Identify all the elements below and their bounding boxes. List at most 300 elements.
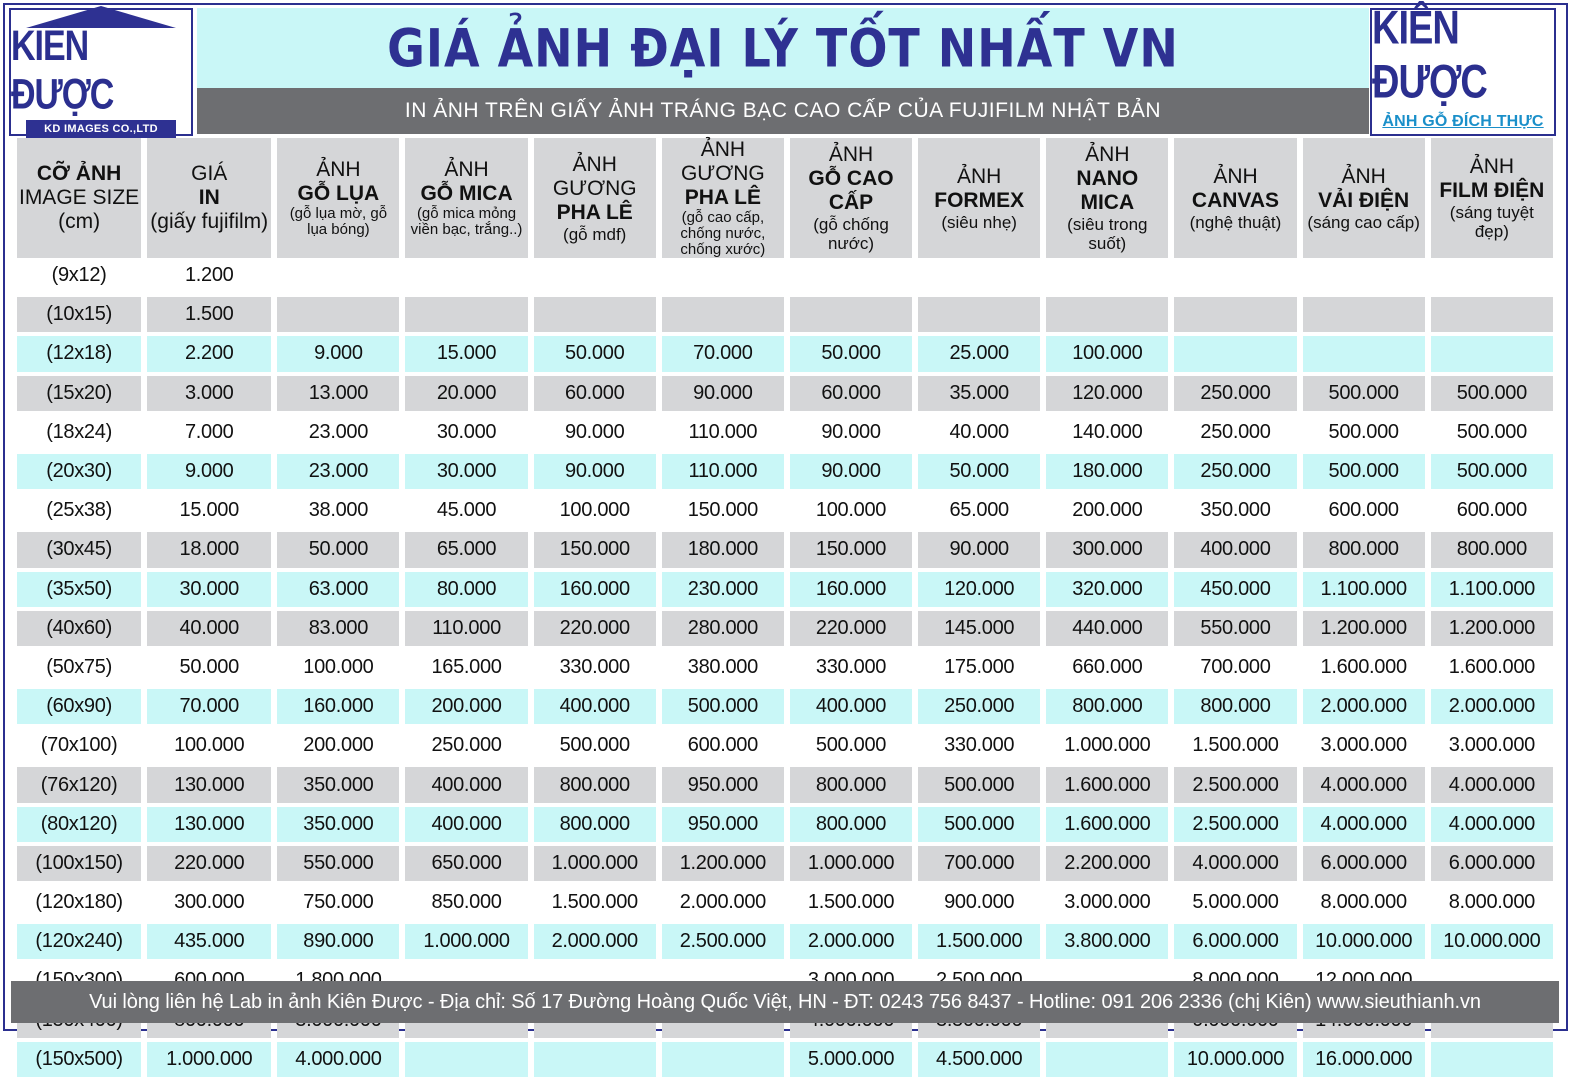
price-cell: 1.100.000 [1431, 572, 1553, 607]
logo-brand-name: KIÊN ĐƯỢC [1372, 2, 1487, 109]
header-line-1: ẢNH [828, 143, 874, 166]
price-cell [277, 258, 399, 293]
header-line-1: ẢNH [1213, 164, 1258, 188]
price-cell: 10.000.000 [1174, 1042, 1296, 1077]
price-cell: 435.000 [147, 924, 271, 959]
price-cell: 950.000 [662, 767, 784, 802]
price-cell: 180.000 [662, 532, 784, 567]
logo-brand-name: KIÊN ĐƯỢC [11, 22, 114, 119]
table-row [17, 924, 1553, 959]
table-row [17, 767, 1553, 802]
header-line-3: (gỗ cao cấp, chống nước, chống xước) [680, 209, 766, 258]
price-cell: 500.000 [1303, 454, 1425, 489]
price-cell: 90.000 [790, 454, 912, 489]
header-line-2: FORMEX [934, 188, 1025, 212]
header-line-1: ẢNH GƯƠNG [552, 152, 637, 200]
price-cell [405, 258, 527, 293]
price-cell: 200.000 [1046, 493, 1168, 528]
header-line-3: (gỗ mica mỏng viền bạc, trắng..) [410, 205, 523, 238]
price-cell: 550.000 [1174, 611, 1296, 646]
size-cell: (60x90) [17, 689, 141, 724]
price-cell: 400.000 [405, 767, 527, 802]
price-cell: 160.000 [790, 572, 912, 607]
price-cell: 1.000.000 [147, 1042, 271, 1077]
price-cell: 1.500.000 [1174, 728, 1296, 763]
price-cell [1046, 258, 1168, 293]
table-row [17, 728, 1553, 763]
column-header [918, 138, 1040, 258]
price-cell: 90.000 [662, 376, 784, 411]
brand-logo-left [9, 8, 193, 136]
price-cell [1046, 297, 1168, 332]
price-cell: 35.000 [918, 376, 1040, 411]
price-cell: 15.000 [147, 493, 271, 528]
table-row [17, 650, 1553, 685]
price-cell: 1.200.000 [662, 846, 784, 881]
price-cell [1303, 297, 1425, 332]
price-cell: 450.000 [1174, 572, 1296, 607]
price-cell: 160.000 [277, 689, 399, 724]
price-cell: 200.000 [405, 689, 527, 724]
header-line-1: ẢNH [957, 164, 1002, 188]
title-band [197, 8, 1369, 88]
page-title: GIÁ ẢNH ĐẠI LÝ TỐT NHẤT VN [387, 16, 1179, 80]
size-cell: (30x45) [17, 532, 141, 567]
page-subtitle: IN ẢNH TRÊN GIẤY ẢNH TRÁNG BẠC CAO CẤP CỦA FUJIFILM NHẬT BẢN [404, 99, 1162, 122]
price-cell: 320.000 [1046, 572, 1168, 607]
table-row [17, 415, 1553, 450]
price-cell: 4.000.000 [1303, 807, 1425, 842]
header-line-2: GỖ LỤA [297, 182, 380, 205]
price-cell: 165.000 [405, 650, 527, 685]
size-cell: (80x120) [17, 807, 141, 842]
price-cell: 1.000.000 [534, 846, 656, 881]
price-cell: 1.200.000 [1431, 611, 1553, 646]
price-cell: 40.000 [147, 611, 271, 646]
price-cell: 100.000 [790, 493, 912, 528]
price-cell: 100.000 [277, 650, 399, 685]
size-cell: (12x18) [17, 336, 141, 371]
price-cell: 600.000 [1303, 493, 1425, 528]
price-cell: 650.000 [405, 846, 527, 881]
price-cell: 500.000 [1431, 454, 1553, 489]
column-header [1431, 138, 1553, 258]
price-cell: 145.000 [918, 611, 1040, 646]
price-cell: 250.000 [1174, 454, 1296, 489]
price-cell: 1.000.000 [405, 924, 527, 959]
price-cell: 3.000.000 [1431, 728, 1553, 763]
size-cell: (50x75) [17, 650, 141, 685]
price-cell: 83.000 [277, 611, 399, 646]
price-cell [1431, 297, 1553, 332]
price-cell [1046, 1042, 1168, 1077]
price-cell: 150.000 [534, 532, 656, 567]
price-cell: 500.000 [1303, 376, 1425, 411]
header-line-3: (cm) [58, 210, 101, 233]
price-cell: 140.000 [1046, 415, 1168, 450]
price-cell: 2.000.000 [790, 924, 912, 959]
header-line-2: NANO MICA [1076, 167, 1139, 214]
price-cell: 1.200.000 [1303, 611, 1425, 646]
column-header [662, 138, 784, 258]
price-cell: 300.000 [147, 885, 271, 920]
price-cell: 440.000 [1046, 611, 1168, 646]
price-cell: 800.000 [1174, 689, 1296, 724]
header-line-2: PHA LÊ [684, 186, 761, 209]
price-cell: 3.000 [147, 376, 271, 411]
price-cell: 2.000.000 [1303, 689, 1425, 724]
price-cell [277, 297, 399, 332]
price-cell: 30.000 [405, 415, 527, 450]
price-cell: 500.000 [662, 689, 784, 724]
price-cell: 100.000 [1046, 336, 1168, 371]
price-cell: 80.000 [405, 572, 527, 607]
column-header [790, 138, 912, 258]
header-line-2: VẢI ĐIỆN [1318, 188, 1410, 212]
price-cell: 110.000 [662, 454, 784, 489]
table-row [17, 258, 1553, 293]
table-row [17, 454, 1553, 489]
header-line-2: GỖ CAO CẤP [808, 167, 894, 214]
price-cell: 3.800.000 [1046, 924, 1168, 959]
header-line-1: CỠ ẢNH [36, 162, 122, 185]
price-cell: 4.000.000 [1174, 846, 1296, 881]
price-cell: 1.600.000 [1303, 650, 1425, 685]
price-cell: 90.000 [534, 454, 656, 489]
price-cell: 6.000.000 [1303, 846, 1425, 881]
header-line-3: (gỗ mdf) [563, 224, 627, 244]
price-cell: 5.000.000 [790, 1042, 912, 1077]
size-cell: (76x120) [17, 767, 141, 802]
price-cell: 160.000 [534, 572, 656, 607]
price-cell: 1.600.000 [1046, 807, 1168, 842]
price-cell: 800.000 [790, 767, 912, 802]
price-cell: 100.000 [147, 728, 271, 763]
price-cell [662, 1042, 784, 1077]
price-cell: 500.000 [918, 767, 1040, 802]
price-cell: 63.000 [277, 572, 399, 607]
price-cell: 2.000.000 [1431, 689, 1553, 724]
price-cell [1303, 336, 1425, 371]
price-cell [1431, 1042, 1553, 1077]
size-cell: (25x38) [17, 493, 141, 528]
price-cell: 700.000 [918, 846, 1040, 881]
footer-bar [11, 981, 1559, 1023]
price-cell [1431, 336, 1553, 371]
price-cell: 250.000 [918, 689, 1040, 724]
price-cell: 130.000 [147, 807, 271, 842]
price-cell: 4.000.000 [277, 1042, 399, 1077]
price-cell [790, 258, 912, 293]
price-cell: 800.000 [1303, 532, 1425, 567]
table-row [17, 297, 1553, 332]
price-cell: 7.000 [147, 415, 271, 450]
price-cell: 250.000 [1174, 376, 1296, 411]
price-cell: 13.000 [277, 376, 399, 411]
size-cell: (120x180) [17, 885, 141, 920]
price-cell: 220.000 [147, 846, 271, 881]
table-body [17, 258, 1553, 1077]
price-cell: 800.000 [1431, 532, 1553, 567]
subtitle-band [197, 88, 1369, 134]
price-cell: 30.000 [147, 572, 271, 607]
price-cell: 65.000 [918, 493, 1040, 528]
price-cell: 8.000.000 [1303, 885, 1425, 920]
price-cell: 10.000.000 [1431, 924, 1553, 959]
price-cell: 150.000 [790, 532, 912, 567]
price-cell: 1.000.000 [1046, 728, 1168, 763]
price-cell: 110.000 [662, 415, 784, 450]
header-line-1: GIÁ [191, 162, 228, 185]
price-cell: 950.000 [662, 807, 784, 842]
price-cell [918, 297, 1040, 332]
price-cell: 4.000.000 [1431, 767, 1553, 802]
table-row [17, 689, 1553, 724]
price-cell: 600.000 [1431, 493, 1553, 528]
price-cell: 90.000 [790, 415, 912, 450]
header-line-2: FILM ĐIỆN [1439, 179, 1545, 202]
price-cell: 700.000 [1174, 650, 1296, 685]
price-cell: 850.000 [405, 885, 527, 920]
price-cell: 2.500.000 [1174, 767, 1296, 802]
price-cell: 220.000 [790, 611, 912, 646]
price-cell: 9.000 [277, 336, 399, 371]
price-cell [1303, 258, 1425, 293]
price-cell: 1.200 [147, 258, 271, 293]
price-cell: 400.000 [405, 807, 527, 842]
size-cell: (120x240) [17, 924, 141, 959]
price-cell [1431, 258, 1553, 293]
price-cell: 50.000 [534, 336, 656, 371]
header-line-2: IMAGE SIZE [18, 186, 140, 209]
column-header [1303, 138, 1425, 258]
header-line-1: ẢNH [1085, 143, 1130, 166]
brand-logo-right [1370, 2, 1556, 136]
size-cell: (100x150) [17, 846, 141, 881]
price-cell: 45.000 [405, 493, 527, 528]
table-header-row [17, 138, 1553, 258]
price-cell: 660.000 [1046, 650, 1168, 685]
column-header [1174, 138, 1296, 258]
price-cell: 8.000.000 [1431, 885, 1553, 920]
price-cell: 6.000.000 [1174, 924, 1296, 959]
price-cell: 330.000 [918, 728, 1040, 763]
size-cell: (10x15) [17, 297, 141, 332]
price-cell: 1.500.000 [790, 885, 912, 920]
header-line-1: ẢNH [316, 158, 361, 181]
price-cell: 350.000 [277, 807, 399, 842]
price-cell: 230.000 [662, 572, 784, 607]
table-row [17, 1042, 1553, 1077]
price-cell: 90.000 [918, 532, 1040, 567]
table-row [17, 493, 1553, 528]
table-row [17, 572, 1553, 607]
column-header [405, 138, 527, 258]
price-cell: 2.000.000 [534, 924, 656, 959]
price-cell: 2.000.000 [662, 885, 784, 920]
price-cell: 250.000 [405, 728, 527, 763]
price-cell [405, 297, 527, 332]
logo-tagline: KD IMAGES CO.,LTD [26, 120, 176, 138]
table-row [17, 611, 1553, 646]
column-header [534, 138, 656, 258]
column-header [147, 138, 271, 258]
price-table [11, 138, 1559, 1077]
price-cell: 100.000 [534, 493, 656, 528]
header-line-1: ẢNH [1469, 155, 1515, 178]
table-row [17, 885, 1553, 920]
header-line-3: (nghệ thuật) [1189, 212, 1282, 232]
size-cell: (15x20) [17, 376, 141, 411]
contact-info: Vui lòng liên hệ Lab in ảnh Kiên Được - Địa chỉ: Số 17 Đường Hoàng Quốc Việt, HN - ĐT: 0243 756 8437 - Hotline: 091 206 2336 (chị Kiên) www.sieuthianh.vn [89, 990, 1481, 1013]
price-cell: 1.100.000 [1303, 572, 1425, 607]
size-cell: (9x12) [17, 258, 141, 293]
header-line-3: (giấy fujifilm) [150, 210, 269, 233]
price-cell: 90.000 [534, 415, 656, 450]
price-cell: 65.000 [405, 532, 527, 567]
table-row [17, 336, 1553, 371]
price-cell: 50.000 [277, 532, 399, 567]
price-cell: 350.000 [277, 767, 399, 802]
size-cell: (70x100) [17, 728, 141, 763]
price-cell: 280.000 [662, 611, 784, 646]
price-cell: 23.000 [277, 415, 399, 450]
price-cell: 220.000 [534, 611, 656, 646]
price-cell: 400.000 [534, 689, 656, 724]
price-cell [918, 258, 1040, 293]
header-line-3: (gỗ lụa mờ, gỗ lụa bóng) [289, 205, 388, 238]
table-row [17, 807, 1553, 842]
price-cell: 3.000.000 [1303, 728, 1425, 763]
price-cell: 70.000 [147, 689, 271, 724]
size-cell: (35x50) [17, 572, 141, 607]
price-cell [1174, 336, 1296, 371]
price-cell [1174, 297, 1296, 332]
price-cell: 500.000 [1303, 415, 1425, 450]
price-cell: 4.500.000 [918, 1042, 1040, 1077]
price-cell: 1.000.000 [790, 846, 912, 881]
price-cell: 30.000 [405, 454, 527, 489]
price-cell: 5.000.000 [1174, 885, 1296, 920]
logo-slogan: ẢNH GỖ ĐÍCH THỰC [1382, 113, 1544, 130]
price-cell: 350.000 [1174, 493, 1296, 528]
price-cell [1174, 258, 1296, 293]
price-cell [405, 1042, 527, 1077]
price-cell: 800.000 [534, 767, 656, 802]
price-cell: 60.000 [534, 376, 656, 411]
header-line-2: PHA LÊ [556, 200, 633, 224]
price-cell: 300.000 [1046, 532, 1168, 567]
price-cell: 20.000 [405, 376, 527, 411]
table-row [17, 532, 1553, 567]
price-cell: 500.000 [1431, 415, 1553, 450]
price-cell: 16.000.000 [1303, 1042, 1425, 1077]
price-cell: 15.000 [405, 336, 527, 371]
price-cell: 900.000 [918, 885, 1040, 920]
price-cell: 18.000 [147, 532, 271, 567]
price-cell: 1.500.000 [918, 924, 1040, 959]
price-cell: 180.000 [1046, 454, 1168, 489]
header-line-3: (gỗ chống nước) [813, 215, 889, 253]
price-cell: 50.000 [790, 336, 912, 371]
price-cell: 500.000 [918, 807, 1040, 842]
price-cell: 380.000 [662, 650, 784, 685]
price-cell: 500.000 [534, 728, 656, 763]
size-cell: (150x500) [17, 1042, 141, 1077]
price-cell: 1.600.000 [1431, 650, 1553, 685]
price-cell: 800.000 [790, 807, 912, 842]
price-cell [534, 297, 656, 332]
price-cell [534, 1042, 656, 1077]
price-cell: 1.600.000 [1046, 767, 1168, 802]
price-cell: 800.000 [1046, 689, 1168, 724]
price-cell: 890.000 [277, 924, 399, 959]
price-cell: 175.000 [918, 650, 1040, 685]
header-line-3: (sáng cao cấp) [1307, 212, 1420, 232]
header-line-1: ẢNH [444, 158, 489, 181]
price-cell [662, 297, 784, 332]
header-line-2: IN [198, 186, 220, 209]
size-cell: (18x24) [17, 415, 141, 450]
price-cell: 60.000 [790, 376, 912, 411]
price-cell: 2.500.000 [662, 924, 784, 959]
price-cell: 1.500.000 [534, 885, 656, 920]
price-cell: 750.000 [277, 885, 399, 920]
size-cell: (40x60) [17, 611, 141, 646]
price-cell [662, 258, 784, 293]
price-cell: 2.200.000 [1046, 846, 1168, 881]
header-line-3: (siêu trong suốt) [1067, 215, 1148, 253]
price-cell: 500.000 [790, 728, 912, 763]
price-cell: 400.000 [790, 689, 912, 724]
price-cell: 400.000 [1174, 532, 1296, 567]
price-cell: 1.500 [147, 297, 271, 332]
column-header [17, 138, 141, 258]
price-cell: 6.000.000 [1431, 846, 1553, 881]
price-cell: 23.000 [277, 454, 399, 489]
price-cell: 250.000 [1174, 415, 1296, 450]
price-cell: 110.000 [405, 611, 527, 646]
price-cell: 500.000 [1431, 376, 1553, 411]
price-cell: 150.000 [662, 493, 784, 528]
price-cell: 10.000.000 [1303, 924, 1425, 959]
price-cell: 550.000 [277, 846, 399, 881]
price-cell: 120.000 [1046, 376, 1168, 411]
price-cell [534, 258, 656, 293]
price-cell: 2.500.000 [1174, 807, 1296, 842]
column-header [277, 138, 399, 258]
price-cell [790, 297, 912, 332]
size-cell: (20x30) [17, 454, 141, 489]
price-cell: 130.000 [147, 767, 271, 802]
price-cell: 3.000.000 [1046, 885, 1168, 920]
table-row [17, 376, 1553, 411]
header-line-1: ẢNH GƯƠNG [680, 138, 765, 185]
price-cell: 330.000 [790, 650, 912, 685]
price-cell: 70.000 [662, 336, 784, 371]
header-line-3: (siêu nhẹ) [941, 212, 1017, 232]
price-cell: 330.000 [534, 650, 656, 685]
header-line-2: GỖ MICA [420, 182, 513, 205]
column-header [1046, 138, 1168, 258]
price-cell: 9.000 [147, 454, 271, 489]
header-line-2: CANVAS [1191, 188, 1280, 212]
price-cell: 40.000 [918, 415, 1040, 450]
price-cell: 4.000.000 [1431, 807, 1553, 842]
price-cell: 4.000.000 [1303, 767, 1425, 802]
price-cell: 25.000 [918, 336, 1040, 371]
price-cell: 50.000 [147, 650, 271, 685]
